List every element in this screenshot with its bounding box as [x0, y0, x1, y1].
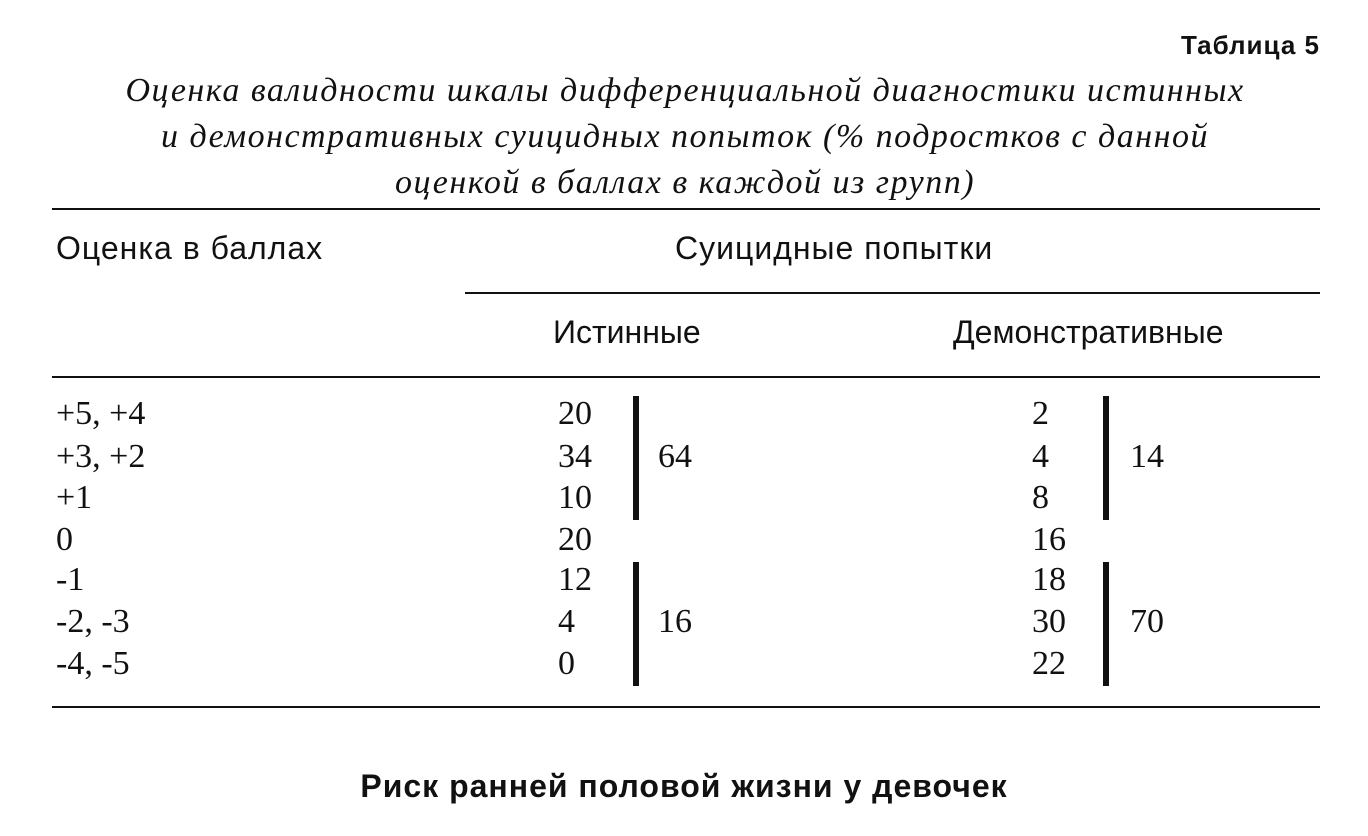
demonstrative-value-cell: 22	[1032, 645, 1066, 682]
demonstrative-value-cell: 30	[1032, 603, 1066, 640]
demonstrative-negative-bracket	[1103, 562, 1109, 686]
score-cell: -4, -5	[56, 645, 130, 682]
score-column-header: Оценка в баллах	[56, 230, 324, 266]
true-value-cell: 4	[558, 603, 575, 640]
demonstrative-value-cell: 2	[1032, 395, 1049, 432]
caption-line: оценкой в баллах в каждой из групп)	[394, 164, 976, 201]
demonstrative-negative-sum: 70	[1130, 603, 1164, 640]
table-number: Таблица 5	[1180, 30, 1320, 60]
demonstrative-value-cell: 4	[1032, 438, 1049, 475]
section-heading: Риск ранней половой жизни у девочек	[360, 768, 1008, 804]
score-cell: 0	[56, 521, 73, 558]
true-negative-bracket	[633, 562, 639, 686]
header-bottom-rule	[52, 376, 1320, 378]
true-positive-bracket	[633, 396, 639, 520]
demonstrative-value-cell: 8	[1032, 479, 1049, 516]
score-cell: +1	[56, 479, 93, 516]
true-value-cell: 20	[558, 521, 592, 558]
caption-line: и демонстративных суицидных попыток (% подростков с данной	[161, 118, 1209, 155]
table-bottom-rule	[52, 706, 1320, 708]
score-cell: +3, +2	[56, 438, 146, 475]
true-negative-sum: 16	[658, 603, 692, 640]
demonstrative-value-cell: 18	[1032, 561, 1066, 598]
true-value-cell: 10	[558, 479, 592, 516]
demonstrative-positive-sum: 14	[1130, 438, 1164, 475]
suicide-attempts-group-header: Суицидные попытки	[675, 230, 994, 266]
true-value-cell: 12	[558, 561, 592, 598]
demonstrative-value-cell: 16	[1032, 521, 1066, 558]
score-cell: -1	[56, 561, 85, 598]
true-value-cell: 0	[558, 645, 575, 682]
score-cell: -2, -3	[56, 603, 130, 640]
table-top-rule	[52, 208, 1320, 210]
group-header-rule	[465, 292, 1320, 294]
true-positive-sum: 64	[658, 438, 692, 475]
demonstrative-attempts-header: Демонстративные	[953, 314, 1224, 350]
true-attempts-header: Истинные	[553, 314, 701, 350]
table-caption	[50, 68, 1320, 206]
score-cell: +5, +4	[56, 395, 146, 432]
demonstrative-positive-bracket	[1103, 396, 1109, 520]
true-value-cell: 34	[558, 438, 592, 475]
true-value-cell: 20	[558, 395, 592, 432]
caption-line: Оценка валидности шкалы дифференциальной диагностики истинных	[125, 72, 1245, 109]
